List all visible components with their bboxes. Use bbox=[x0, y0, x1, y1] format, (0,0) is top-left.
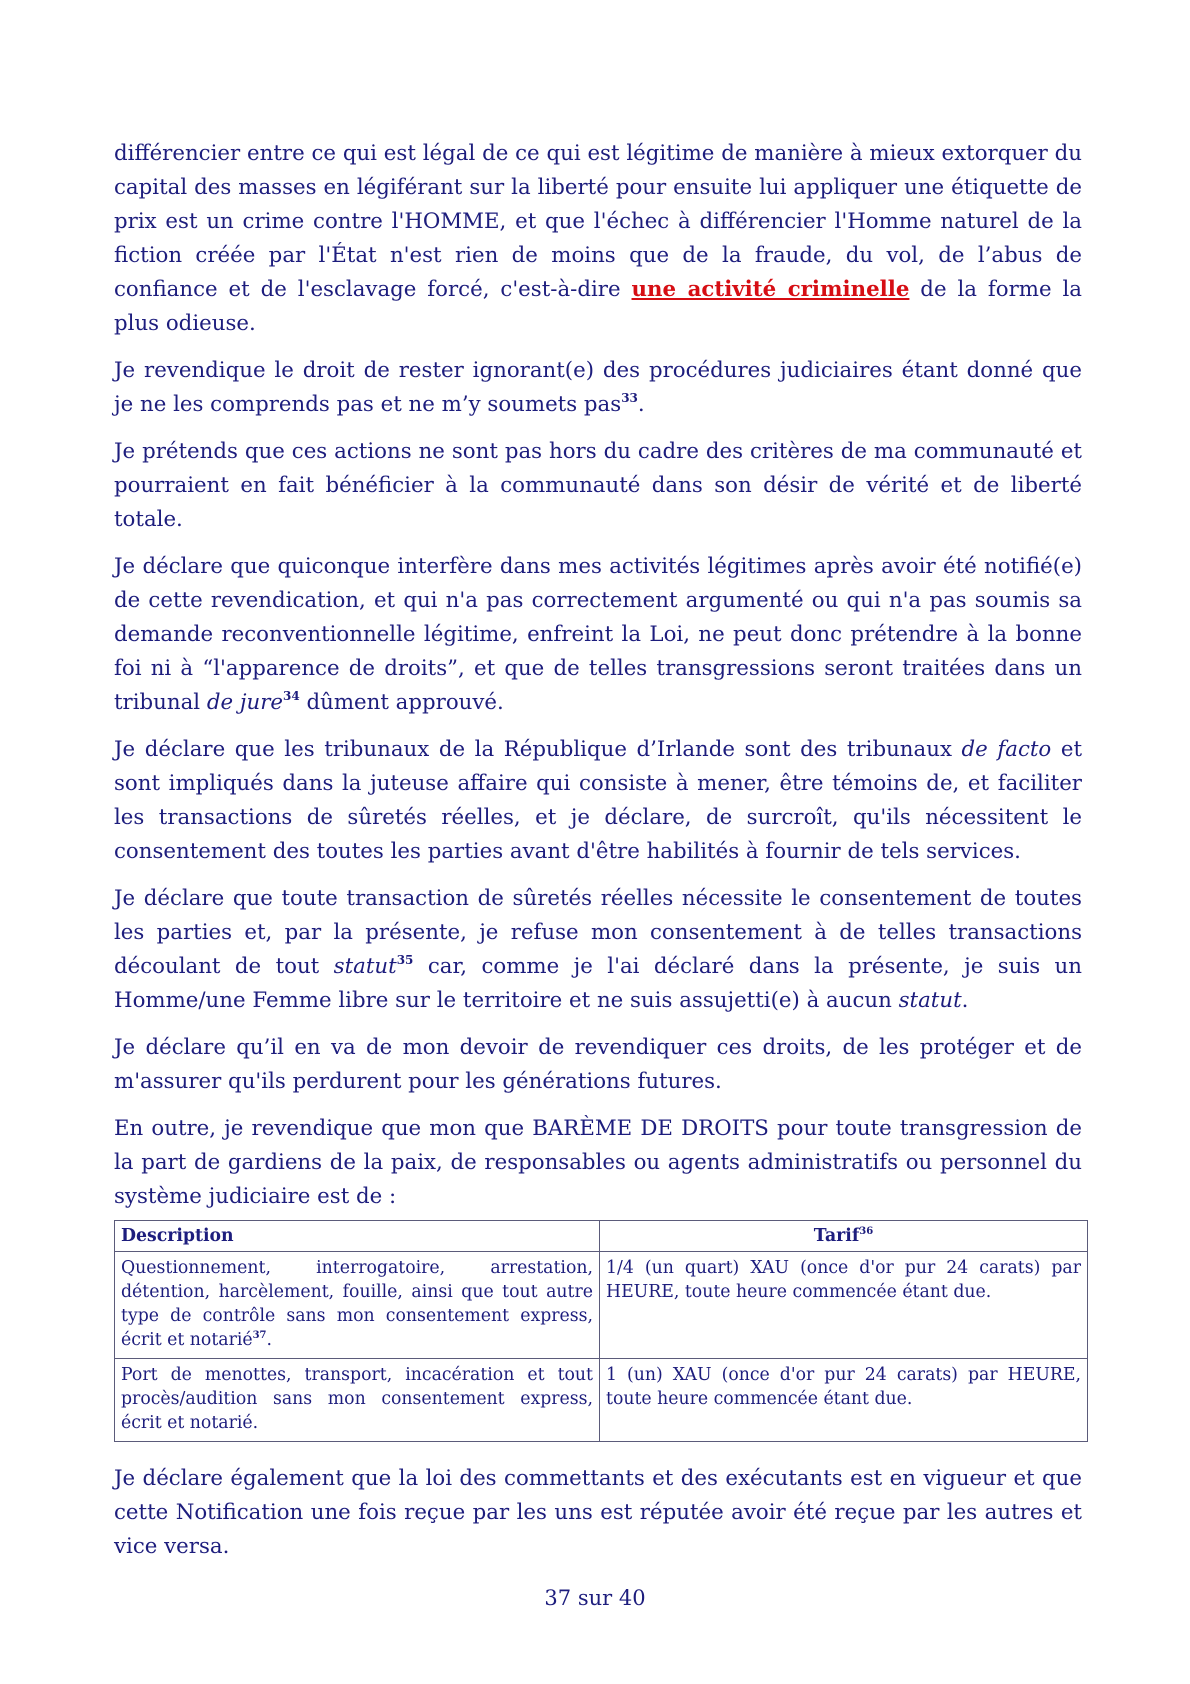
fee-schedule-table bbox=[114, 1220, 1088, 1442]
row-1-description-text: Questionnement, interrogatoire, arrestation, détention, harcèlement, fouille, ainsi que tout autre type de contrôle sans mon consentement express, écrit et notarié bbox=[121, 1258, 593, 1350]
criminal-activity-link[interactable]: une activité criminelle bbox=[631, 277, 910, 302]
page-number: 37 sur 40 bbox=[544, 1586, 646, 1610]
row-1-description-end: . bbox=[266, 1330, 273, 1350]
paragraph-5-text-end: et sont impliqués dans la juteuse affaire qui consiste à mener, être témoins de, et faciliter les transactions de sûretés réelles, et je déclare, de surcroît, qu'ils nécessitent le consentement des toutes les parties avant d'être habilités à fournir de tels services. bbox=[114, 737, 1083, 864]
header-tarif-label: Tarif bbox=[813, 1226, 860, 1246]
statut-term: statut bbox=[333, 954, 397, 979]
paragraph-5 bbox=[114, 733, 1082, 869]
footnote-ref-33[interactable]: 33 bbox=[621, 391, 638, 405]
paragraph-4-text: Je déclare que quiconque interfère dans mes activités légitimes après avoir été notifié(e) de cette revendication, et qui n'a pas correctement argumenté ou qui n'a pas soumis sa demande reconventionnelle légitime, enfreint la Loi, ne peut donc prétendre à la bonne foi ni à “l'apparence de droits”, et que de telles transgressions seront traitées dans un tribunal bbox=[114, 554, 1082, 715]
table-header-row bbox=[115, 1221, 1088, 1252]
paragraph-8: En outre, je revendique que mon que BARÈME DE DROITS pour toute transgression de la part de gardiens de la paix, de responsables ou agents administratifs ou personnel du système judiciaire est de : bbox=[114, 1116, 1082, 1209]
table-row bbox=[115, 1252, 1088, 1359]
paragraph-3: Je prétends que ces actions ne sont pas hors du cadre des critères de ma communauté et pourraient en fait bénéficier à la communauté dans son désir de vérité et de liberté totale. bbox=[114, 439, 1082, 532]
footnote-ref-37[interactable]: 37 bbox=[252, 1330, 267, 1341]
paragraph-7: Je déclare qu’il en va de mon devoir de revendiquer ces droits, de les protéger et de m'assurer qu'ils perdurent pour les générations futures. bbox=[114, 1035, 1082, 1094]
paragraph-1-text: différencier entre ce qui est légal de ce qui est légitime de manière à mieux extorquer du capital des masses en légiférant sur la liberté pour ensuite lui appliquer une étiquette de prix est un crime contre l'HOMME, et que l'échec à différencier l'Homme naturel de la fiction créée par l'État n'est rien de moins que de la fraude, du vol, de l’abus de confiance et de l'esclavage forcé, c'est-à-dire bbox=[114, 141, 1082, 302]
paragraph-4-text-end: dûment approuvé. bbox=[299, 690, 504, 715]
header-description: Description bbox=[115, 1221, 600, 1252]
document-body bbox=[114, 137, 1082, 1577]
row-2-description: Port de menottes, transport, incacération et tout procès/audition sans mon consentement express, écrit et notarié. bbox=[115, 1359, 600, 1442]
row-1-description bbox=[115, 1252, 600, 1359]
footnote-ref-34[interactable]: 34 bbox=[283, 689, 300, 703]
statut-term-2: statut bbox=[898, 988, 962, 1013]
paragraph-2-text: Je revendique le droit de rester ignorant(e) des procédures judiciaires étant donné que je ne les comprends pas et ne m’y soumets pas bbox=[114, 358, 1082, 417]
paragraph-1-text-end: de la forme la plus odieuse. bbox=[114, 277, 1083, 336]
paragraph-2-end: . bbox=[637, 392, 645, 417]
paragraph-1 bbox=[114, 137, 1082, 341]
header-tarif bbox=[600, 1221, 1088, 1252]
paragraph-2 bbox=[114, 354, 1082, 422]
paragraph-9: Je déclare également que la loi des commettants et des exécutants est en vigueur et que cette Notification une fois reçue par les uns est réputée avoir été reçue par les autres et vice versa. bbox=[114, 1466, 1082, 1559]
table-row bbox=[115, 1359, 1088, 1442]
paragraph-6-end: . bbox=[961, 988, 969, 1013]
de-jure-term: de jure bbox=[206, 690, 284, 715]
paragraph-6-text: Je déclare que toute transaction de sûretés réelles nécessite le consentement de toutes les parties et, par la présente, je refuse mon consentement à de telles transactions découlant de tout bbox=[114, 886, 1082, 979]
row-1-tarif: 1/4 (un quart) XAU (once d'or pur 24 carats) par HEURE, toute heure commencée étant due. bbox=[600, 1252, 1088, 1359]
paragraph-6-text-middle: car, comme je l'ai déclaré dans la présente, je suis un Homme/une Femme libre sur le territoire et ne suis assujetti(e) à aucun bbox=[114, 954, 1082, 1013]
paragraph-6 bbox=[114, 882, 1082, 1018]
de-facto-term: de facto bbox=[961, 737, 1052, 762]
footnote-ref-36[interactable]: 36 bbox=[859, 1226, 874, 1237]
footnote-ref-35[interactable]: 35 bbox=[396, 953, 414, 967]
row-2-tarif: 1 (un) XAU (once d'or pur 24 carats) par HEURE, toute heure commencée étant due. bbox=[600, 1359, 1088, 1442]
paragraph-4 bbox=[114, 550, 1082, 720]
paragraph-5-text: Je déclare que les tribunaux de la République d’Irlande sont des tribunaux bbox=[114, 737, 962, 762]
